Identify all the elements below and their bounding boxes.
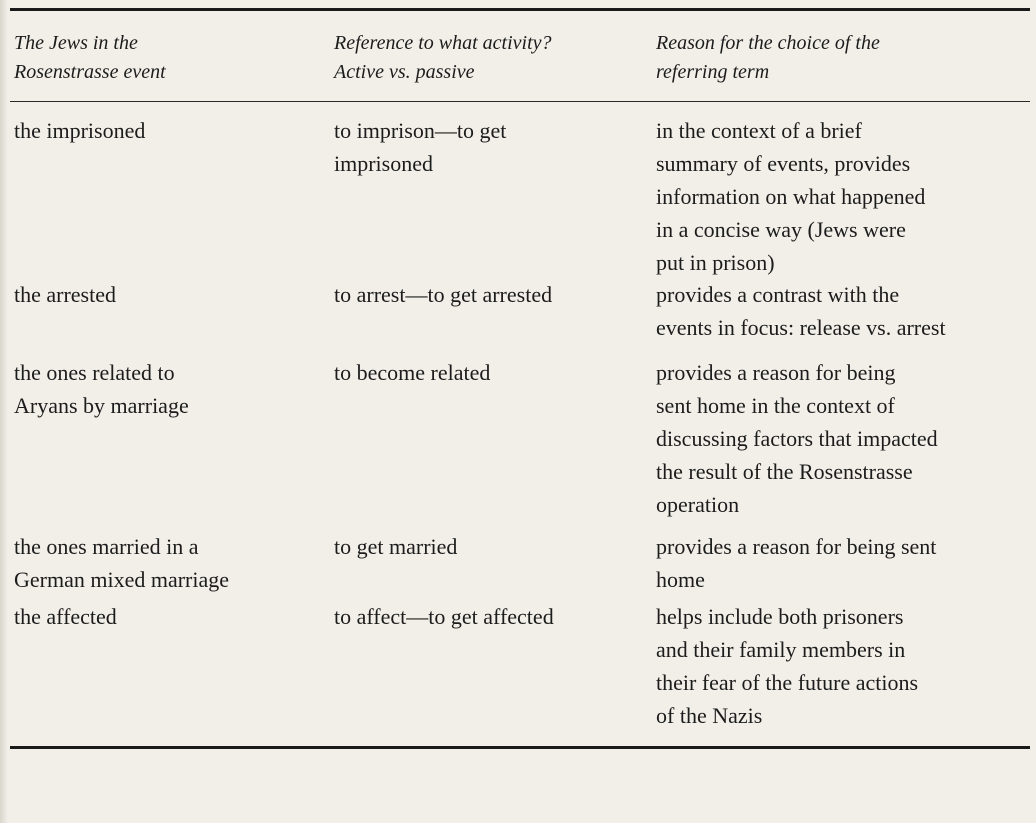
table-bottom-rule — [10, 746, 1030, 749]
page-edge-shadow — [0, 0, 8, 823]
header-jews-in-event: The Jews in the Rosenstrasse event — [14, 32, 166, 83]
term-cell: the affected — [14, 604, 117, 629]
table-row — [10, 350, 1030, 524]
activity-cell: to get married — [334, 534, 458, 559]
activity-cell: to affect—to get affected — [334, 604, 554, 629]
table-row — [10, 524, 1030, 594]
reason-cell: provides a reason for being sent home in the context of discussing factors that impacted the result of the Rosenstrasse operation — [656, 360, 938, 517]
table-row — [10, 102, 1030, 275]
header-reason: Reason for the choice of the referring term — [656, 32, 880, 83]
table-row — [10, 594, 1030, 746]
term-cell: the arrested — [14, 282, 116, 307]
activity-cell: to become related — [334, 360, 491, 385]
activity-cell: to imprison—to get imprisoned — [334, 118, 507, 176]
reason-cell: provides a contrast with the events in focus: release vs. arrest — [656, 282, 946, 340]
reason-cell: helps include both prisoners and their family members in their fear of the future actions of the Nazis — [656, 604, 919, 728]
header-activity: Reference to what activity? Active vs. passive — [334, 32, 552, 83]
term-cell: the imprisoned — [14, 118, 146, 143]
table-row — [10, 272, 1030, 350]
table-header-row — [10, 11, 1030, 101]
activity-cell: to arrest—to get arrested — [334, 282, 553, 307]
term-cell: the ones related to Aryans by marriage — [14, 360, 189, 418]
reason-cell: provides a reason for being sent home — [656, 534, 937, 592]
reason-cell: in the context of a brief summary of events, provides information on what happened in a concise way (Jews were put in prison) — [656, 118, 926, 275]
terms-table — [10, 8, 1030, 749]
term-cell: the ones married in a German mixed marriage — [14, 534, 230, 592]
